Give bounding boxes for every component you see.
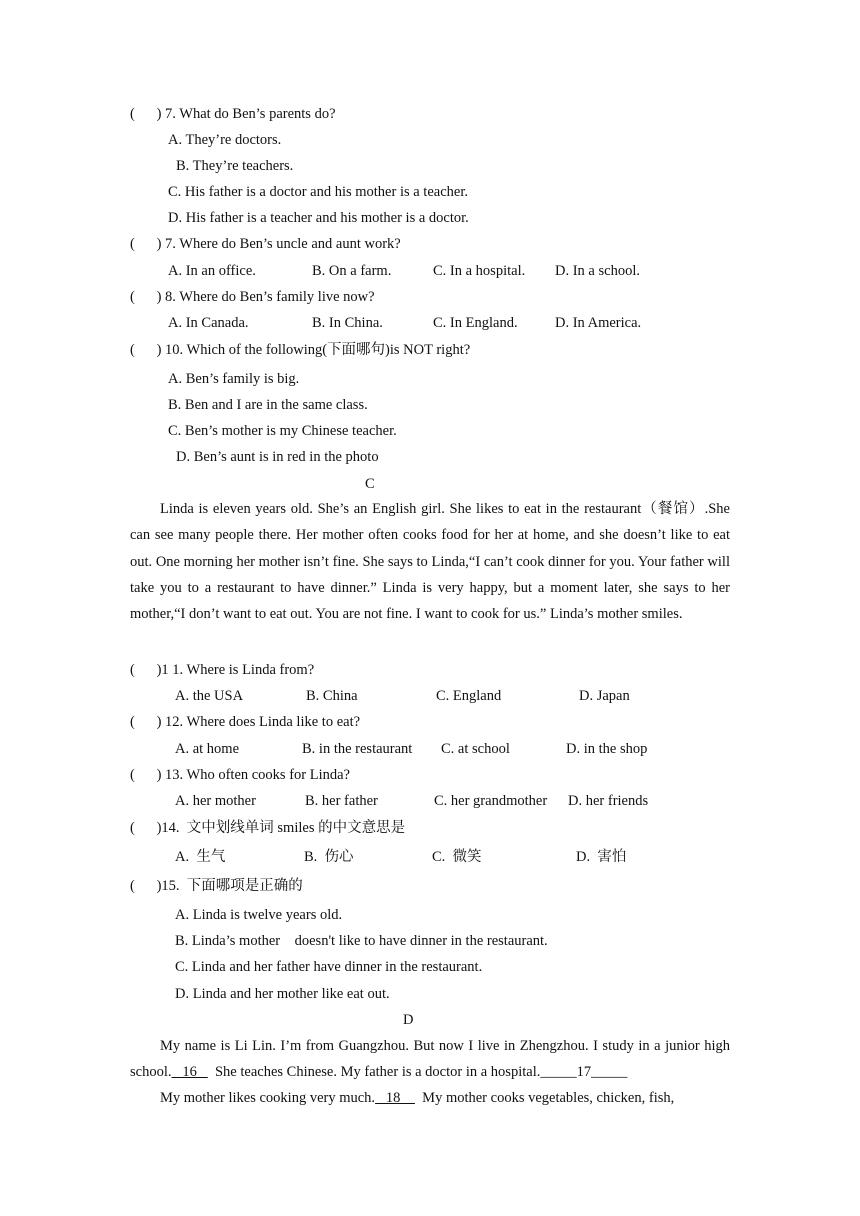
section-d-heading: D <box>403 1012 414 1028</box>
q11-option-d: D. Japan <box>579 688 630 704</box>
q12-option-d: D. in the shop <box>566 741 648 757</box>
q7a-option-c: C. His father is a doctor and his mother is a teacher. <box>168 184 468 200</box>
q11-option-a: A. the USA <box>175 688 244 704</box>
q12-option-b: B. in the restaurant <box>302 741 413 757</box>
q14-stem: ( )14. 文中划线单词 smiles 的中文意思是 <box>130 820 406 836</box>
blank-18: 18 <box>375 1090 415 1106</box>
q7b-stem: ( ) 7. Where do Ben’s uncle and aunt work? <box>130 236 401 252</box>
q7a-option-d: D. His father is a teacher and his mother is a doctor. <box>168 210 469 226</box>
q7a-option-b: B. They’re teachers. <box>176 158 294 174</box>
q14-option-c: C. 微笑 <box>432 849 482 865</box>
q10-option-c: C. Ben’s mother is my Chinese teacher. <box>168 423 397 439</box>
q13-option-d: D. her friends <box>568 793 649 809</box>
q7b-option-d: D. In a school. <box>555 263 640 279</box>
q12-stem: ( ) 12. Where does Linda like to eat? <box>130 714 361 730</box>
section-d-paragraph-1 <box>130 1033 730 1086</box>
q11-option-c: C. England <box>436 688 502 704</box>
q13-stem: ( ) 13. Who often cooks for Linda? <box>130 767 350 783</box>
q12-option-c: C. at school <box>441 741 510 757</box>
q13-option-b: B. her father <box>305 793 378 809</box>
blank-17: _____17_____ <box>540 1064 628 1081</box>
section-d-p1-text-a: My name is Li Lin. I’m from Guangzhou. But now I live in Zhengzhou. I study in a junior high school. <box>130 1038 730 1081</box>
q14-option-a: A. 生气 <box>175 849 226 865</box>
q7b-option-a: A. In an office. <box>168 263 256 279</box>
section-d-p2-text-a: My mother likes cooking very much. <box>160 1090 376 1106</box>
q11-option-b: B. China <box>306 688 358 704</box>
q15-option-a: A. Linda is twelve years old. <box>175 907 343 923</box>
q15-stem: ( )15. 下面哪项是正确的 <box>130 878 303 894</box>
q7b-option-c: C. In a hospital. <box>433 263 526 279</box>
section-d-p2-text-b: My mother cooks vegetables, chicken, fish, <box>414 1090 675 1106</box>
q10-option-a: A. Ben’s family is big. <box>168 371 300 387</box>
q15-option-b: B. Linda’s mother doesn't like to have dinner in the restaurant. <box>175 933 548 949</box>
q8-option-d: D. In America. <box>555 315 642 331</box>
q7a-option-a: A. They’re doctors. <box>168 132 282 148</box>
q15-option-c: C. Linda and her father have dinner in the restaurant. <box>175 959 483 975</box>
q15-option-d: D. Linda and her mother like eat out. <box>175 986 390 1002</box>
section-c-passage: Linda is eleven years old. She’s an English girl. She likes to eat in the restaurant（餐馆）.She can see many people there. Her mother often cooks food for her at home, and she doesn’t like to eat out. One morning her mother isn’t fine. She says to Linda,“I can’t cook dinner for you. Your father will take you to a restaurant to have dinner.” Linda is very happy, but a moment later, she says to her mother,“I don’t want to eat out. You are not fine. I want to cook for us.” Linda’s mother smiles. <box>130 501 730 623</box>
q10-option-d: D. Ben’s aunt is in red in the photo <box>176 449 379 465</box>
q10-option-b: B. Ben and I are in the same class. <box>168 397 368 413</box>
q8-option-b: B. In China. <box>312 315 383 331</box>
q14-option-d: D. 害怕 <box>576 849 627 865</box>
q13-option-a: A. her mother <box>175 793 256 809</box>
q14-option-b: B. 伤心 <box>304 849 354 865</box>
q12-option-a: A. at home <box>175 741 240 757</box>
q8-stem: ( ) 8. Where do Ben’s family live now? <box>130 289 375 305</box>
section-d-paragraph-2 <box>130 1085 730 1111</box>
q13-option-c: C. her grandmother <box>434 793 548 809</box>
q11-stem: ( )1 1. Where is Linda from? <box>130 662 315 678</box>
q8-option-a: A. In Canada. <box>168 315 249 331</box>
section-c-heading: C <box>365 476 375 492</box>
blank-16: 16 <box>171 1064 208 1081</box>
q7b-option-b: B. On a farm. <box>312 263 392 279</box>
section-d-p1-text-b: She teaches Chinese. My father is a doctor in a hospital. <box>207 1064 541 1081</box>
q8-option-c: C. In England. <box>433 315 518 331</box>
q10-stem: ( ) 10. Which of the following(下面哪句)is NOT right? <box>130 342 471 358</box>
q7a-stem: ( ) 7. What do Ben’s parents do? <box>130 106 336 122</box>
